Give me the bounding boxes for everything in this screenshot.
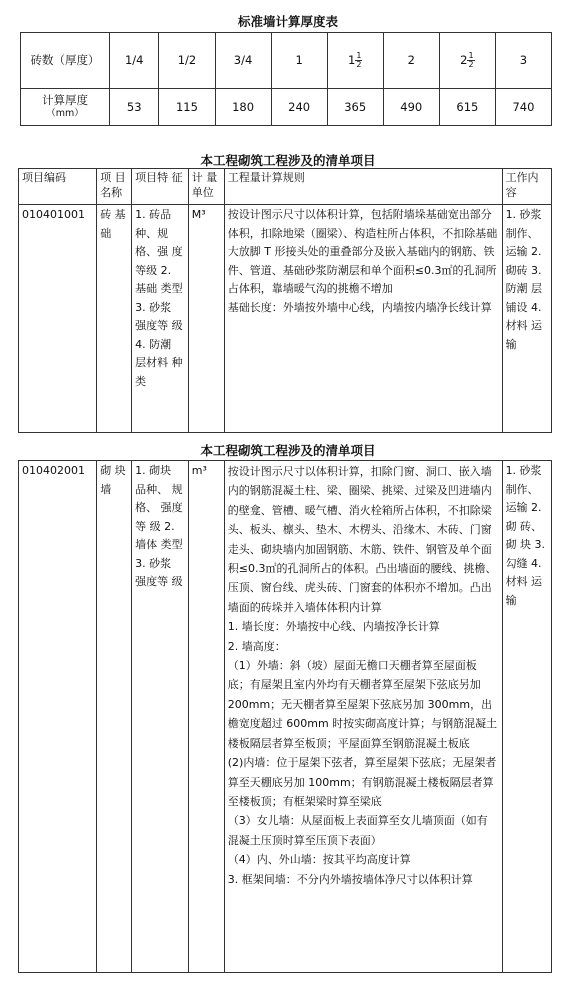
table3-title: 本工程砌筑工程涉及的清单项目	[200, 443, 376, 458]
rule-paragraph: （4）内、外山墙：按其平均高度计算	[227, 853, 411, 867]
brick-count-cell: 1 $\frac{1}{2}$	[327, 33, 383, 89]
brick-count-cell: 1/2	[159, 33, 215, 89]
brick-count-cell: 2	[383, 33, 439, 89]
thickness-cell: 365	[327, 89, 383, 126]
item-content: 1. 砂浆 制作、 运输 2. 砌 砖、砌 块 3. 勾缝 4. 材料 运输	[502, 461, 551, 973]
item-unit: m³	[188, 461, 224, 973]
rule-paragraph: (2)内墙：位于屋架下弦者，算至屋架下弦底；无屋架者算至天棚底另加 100mm；有钢筋混凝土楼板隔层者算至楼板顶；有框架梁时算至梁底	[227, 756, 497, 808]
table1-title: 标准墙计算厚度表	[237, 14, 338, 29]
rule-paragraph: 3. 框架间墙：不分内外墙按墙体净尺寸以体积计算	[227, 872, 473, 886]
header-rule: 工程量计算规则	[224, 169, 502, 205]
thickness-cell: 740	[495, 89, 551, 126]
item-unit: M³	[188, 205, 224, 433]
item-code: 010401001	[19, 205, 97, 433]
header-code: 项目编码	[19, 169, 97, 205]
brick-count-cell: 3/4	[215, 33, 271, 89]
item-name: 砌 块 墙	[97, 461, 132, 973]
rule-paragraph: 2. 墙高度：	[227, 639, 286, 653]
item-name: 砖 基 础	[97, 205, 132, 433]
masonry-item-table-block-wall	[18, 460, 552, 973]
rule-paragraph: （3）女儿墙：从屋面板上表面算至女儿墙顶面（如有混凝土压顶时算至压顶下表面）	[227, 814, 488, 847]
thickness-cell: 53	[110, 89, 159, 126]
item-rule	[224, 461, 502, 973]
item-rule: 按设计图示尺寸以体积计算，包括附墙垛基础宽出部分体积，扣除地梁（圈梁）、构造柱所占体积，不扣除基础大放脚 T 形接头处的重叠部分及嵌入基础内的钢筋、铁件、管道、基础砂浆防潮层和单个面积≤0.3㎡的孔洞所占体积，靠墙暖气沟的挑檐不增加 基础长度：外墙按外墙中心线，内墙按内墙净长线计算	[224, 205, 502, 433]
brick-count-cell: 3	[495, 33, 551, 89]
row-label-thickness: 计算厚度 （mm）	[21, 89, 110, 126]
thickness-cell: 115	[159, 89, 215, 126]
brick-count-cell: 1	[271, 33, 327, 89]
rule-paragraph: 1. 墙长度：外墙按中心线、内墙按净长计算	[227, 620, 440, 634]
brick-count-cell: 2 $\frac{1}{2}$	[439, 33, 495, 89]
header-unit: 计 量 单位	[188, 169, 224, 205]
thickness-cell: 490	[383, 89, 439, 126]
header-name: 项 目 名称	[97, 169, 132, 205]
masonry-item-table-brick-foundation	[18, 168, 552, 433]
rule-paragraph: 按设计图示尺寸以体积计算，扣除门窗、洞口、嵌入墙内的钢筋混凝土柱、梁、圈梁、挑梁、过梁及凹进墙内的壁龛、管槽、暖气槽、消火栓箱所占体积，不扣除梁头、板头、檩头、垫木、木楞头、沿缘木、木砖、门窗走头、砌块墙内加固钢筋、木筋、铁件、钢管及单个面积≤0.3㎡的孔洞所占的体积。凸出墙面的腰线、挑檐、压顶、窗台线、虎头砖、门窗套的体积亦不增加。凸出墙面的砖垛并入墙体体积内计算	[227, 465, 497, 614]
brick-count-cell: 1/4	[110, 33, 159, 89]
thickness-cell: 180	[215, 89, 271, 126]
item-content: 1. 砂浆 制作、 运输 2. 砌砖 3. 防潮 层铺设 4. 材料 运输	[502, 205, 551, 433]
thickness-cell: 615	[439, 89, 495, 126]
standard-wall-thickness-table	[20, 32, 552, 126]
table2-title: 本工程砌筑工程涉及的清单项目	[200, 153, 376, 168]
row-label-brick-count: 砖数（厚度）	[21, 33, 110, 89]
thickness-cell: 240	[271, 89, 327, 126]
item-code: 010402001	[19, 461, 97, 973]
item-feature: 1. 砖品 种、规 格、强 度等级 2. 基础 类型 3. 砂浆 强度等 级 4. 防潮 层材料 种类	[132, 205, 189, 433]
header-feature: 项目特 征	[132, 169, 189, 205]
item-feature: 1. 砌块 品种、 规格、 强度等 级 2. 墙体 类型 3. 砂浆 强度等 级	[132, 461, 189, 973]
rule-paragraph: （1）外墙：斜（坡）屋面无檐口天棚者算至屋面板底；有屋架且室内外均有天棚者算至屋架下弦底另加 200mm；无天棚者算至屋架下弦底另加 300mm，出檐宽度超过 600mm 时按实砌高度计算；与钢筋混凝土楼板隔层者算至板顶；平屋面算至钢筋混凝土板底	[227, 659, 498, 750]
header-content: 工作内 容	[502, 169, 551, 205]
